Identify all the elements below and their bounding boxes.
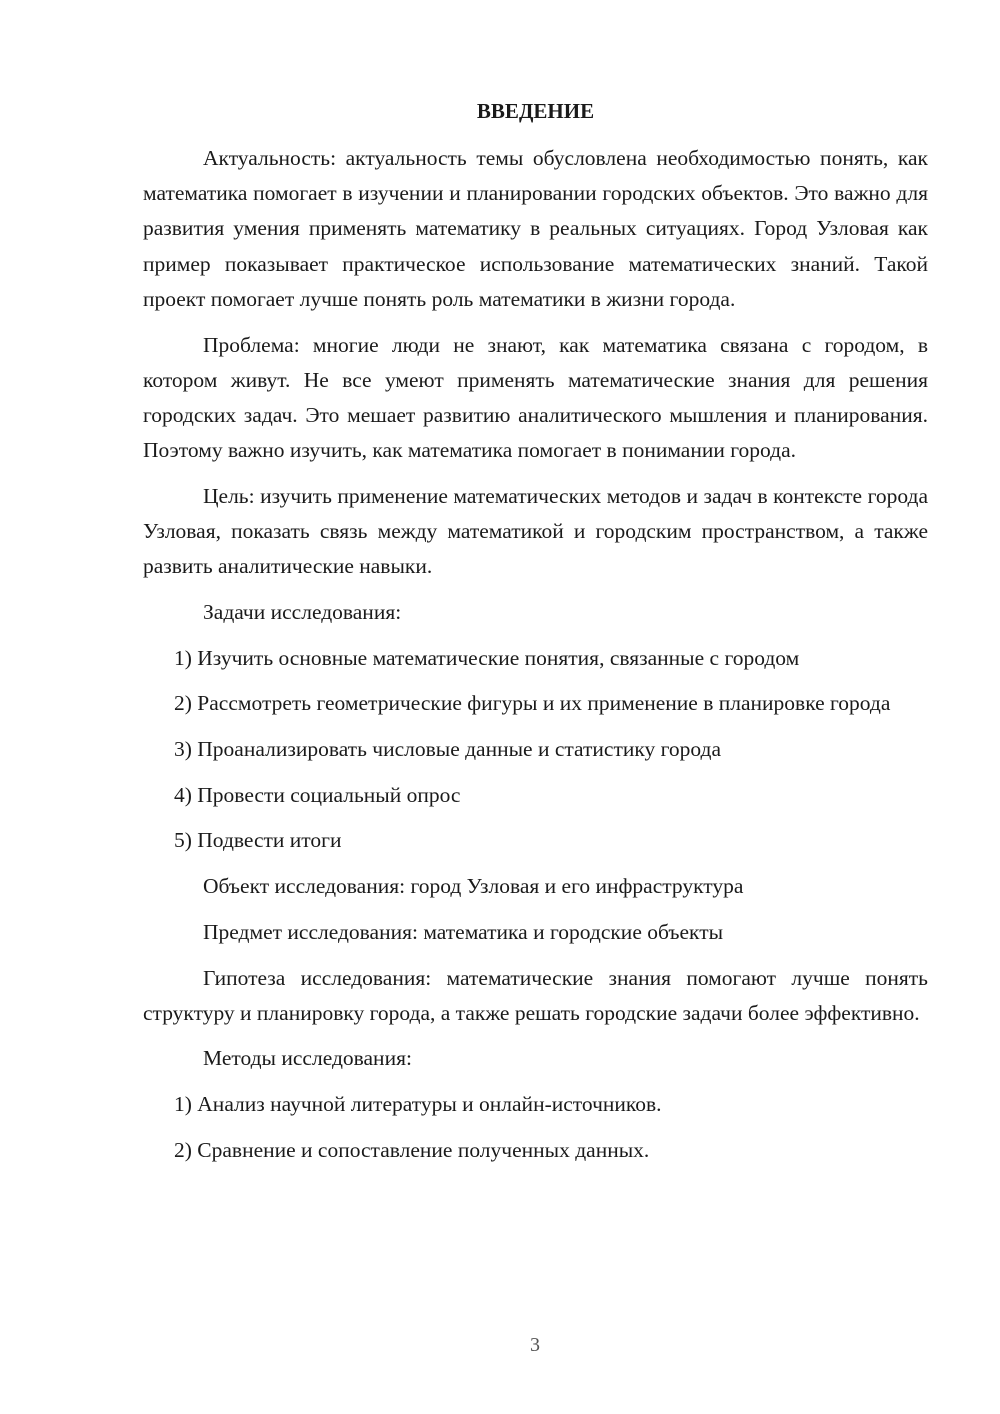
- document-page: [143, 94, 928, 1179]
- method-item: 1) Анализ научной литературы и онлайн-источников.: [174, 1092, 662, 1117]
- task-item: 4) Провести социальный опрос: [174, 782, 461, 807]
- page-number: 3: [530, 1334, 540, 1356]
- task-item: 5) Подвести итоги: [174, 828, 342, 853]
- method-item: 2) Сравнение и сопоставление полученных данных.: [174, 1137, 650, 1162]
- relevance-paragraph: Актуальность: актуальность темы обусловлена необходимостью понять, как математика помогает в изучении и планировании городских объектов. Это важно для развития умения применять математику в реальных ситуациях. Город Узловая как пример показывает практическое использование математических знаний. Такой проект помогает лучше понять роль математики в жизни города.: [143, 146, 928, 311]
- task-item: 3) Проанализировать числовые данные и статистику города: [174, 737, 722, 762]
- goal-paragraph: Цель: изучить применение математических методов и задач в контексте города Узловая, показать связь между математикой и городским пространством, а также развить аналитические навыки.: [143, 483, 928, 579]
- hypothesis-paragraph: Гипотеза исследования: математические знания помогают лучше понять структуру и планировку города, а также решать городские задачи более эффективно.: [143, 965, 928, 1025]
- problem-paragraph: Проблема: многие люди не знают, как математика связана с городом, в котором живут. Не все умеют применять математические знания для решения городских задач. Это мешает развитию аналитического мышления и планирования. Поэтому важно изучить, как математика помогает в понимании города.: [143, 332, 928, 463]
- tasks-heading: Задачи исследования:: [203, 599, 402, 624]
- object-paragraph: Объект исследования: город Узловая и его инфраструктура: [203, 874, 744, 899]
- task-item: 1) Изучить основные математические понятия, связанные с городом: [174, 645, 800, 670]
- task-item: 2) Рассмотреть геометрические фигуры и их применение в планировке города: [174, 691, 891, 716]
- methods-heading: Методы исследования:: [203, 1046, 412, 1071]
- subject-paragraph: Предмет исследования: математика и городские объекты: [203, 919, 724, 944]
- section-title: ВВЕДЕНИЕ: [476, 99, 595, 123]
